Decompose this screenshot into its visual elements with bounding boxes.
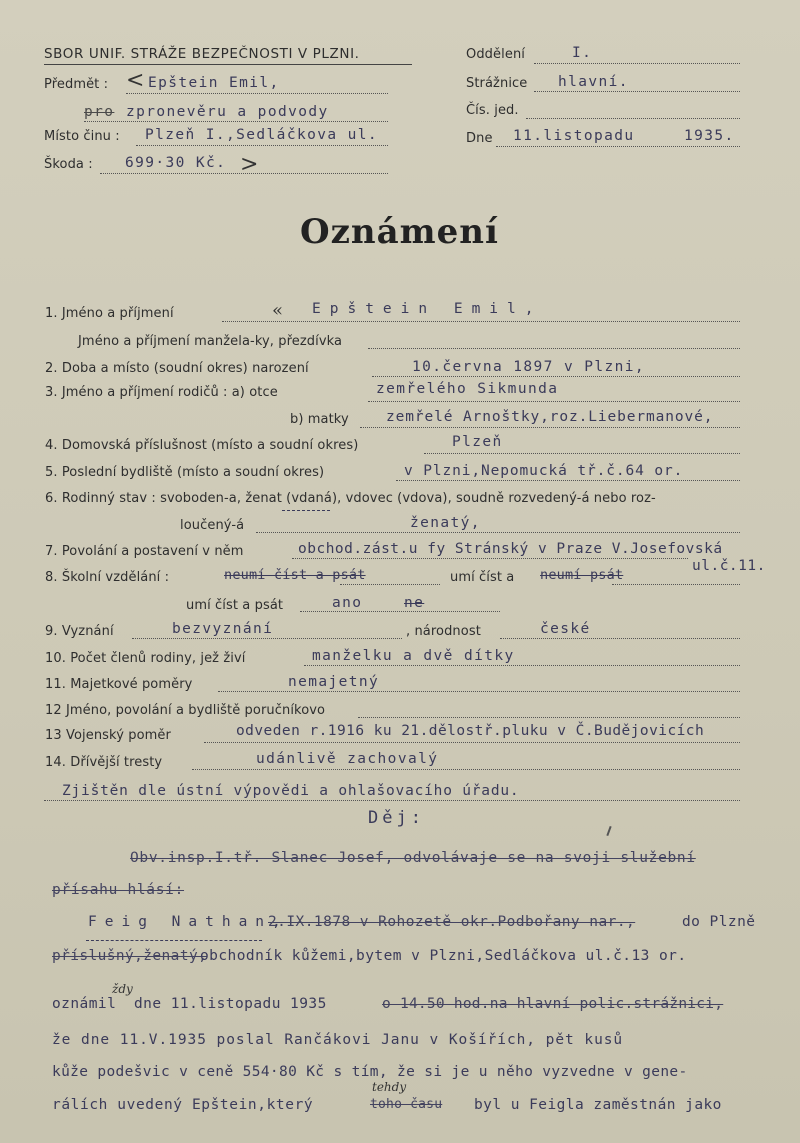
narrative-line-1-struck: Obv.insp.I.tř. Slanec Josef, odvolávaje se na svoji služební <box>130 850 696 866</box>
field-12-label: 12 Jméno, povolání a bydliště poručníkovo <box>45 703 326 718</box>
field-2-value: 10.června 1897 v Plzni, <box>412 359 645 375</box>
field-10-label: 10. Počet členů rodiny, jež živí <box>45 651 246 666</box>
narrative-heading: Děj: <box>368 808 425 828</box>
narrative-line-2-struck: přísahu hlásí: <box>52 882 185 898</box>
field-1b-dotline <box>368 348 740 349</box>
narrative-line-8-rest: byl u Feigla zaměstnán jako <box>474 1097 722 1113</box>
source-dotline <box>44 800 740 801</box>
field-5-value: v Plzni,Nepomucká tř.č.64 or. <box>404 463 684 479</box>
narrative-line-5-mid: dne 11.listopadu 1935 <box>134 996 327 1012</box>
dne-dotline <box>496 146 740 147</box>
field-8-struck-1: neumí číst a psát <box>224 567 366 583</box>
field-1-dotline <box>222 321 740 322</box>
predmet-value: Epštein Emil, <box>148 75 280 91</box>
field-10-dotline <box>304 665 740 666</box>
oddeleni-value: I. <box>572 45 593 61</box>
dne-label: Dne <box>466 131 493 146</box>
narrative-line-7: kůže podešvic v ceně 554·80 Kč s tím, že si je u něho vyzvedne v gene- <box>52 1064 688 1080</box>
narrative-line-5-insert: ždy <box>112 982 133 996</box>
page-title: Oznámení <box>300 212 499 252</box>
agency-name: SBOR UNIF. STRÁŽE BEZPEČNOSTI V PLZNI. <box>44 46 360 62</box>
field-8b-dotline <box>300 611 500 612</box>
field-9-value-2: české <box>540 621 591 637</box>
predmet-dotline <box>126 93 388 94</box>
field-7-dotline <box>292 558 688 559</box>
oddeleni-dotline <box>534 63 740 64</box>
field-8b-value: ano <box>332 595 363 611</box>
dne-year: 1935. <box>684 128 735 144</box>
misto-dotline <box>136 145 388 146</box>
narrative-line-5-struck: o 14.50 hod.na hlavní polic.strážnici, <box>382 996 724 1012</box>
narrative-line-3-rest: do Plzně <box>682 914 756 930</box>
close-bracket-mark: > <box>240 152 259 177</box>
angle-bracket-mark: < <box>126 68 145 93</box>
field-12-dotline <box>358 717 740 718</box>
field-3b-dotline <box>360 427 740 428</box>
field-3b-label: b) matky <box>290 412 349 427</box>
field-9-dotline-a <box>132 638 402 639</box>
field-8b-label: umí číst a psát <box>186 598 284 613</box>
field-4-label: 4. Domovská příslušnost (místo a soudní okres) <box>45 438 359 453</box>
field-14-value: udánlivě zachovalý <box>256 751 439 767</box>
cisjed-label: Čís. jed. <box>466 103 519 118</box>
field-8-struck-2: neumí psát <box>540 567 624 583</box>
dne-value: 11.listopadu <box>513 128 635 144</box>
skoda-label: Škoda : <box>44 157 93 172</box>
field-1-value: Epštein Emil, <box>312 301 543 317</box>
field-6-dotline <box>256 532 740 533</box>
field-9-mid: , národnost <box>406 624 481 639</box>
agency-underline <box>44 64 412 65</box>
field-3-label: 3. Jméno a příjmení rodičů : a) otce <box>45 385 278 400</box>
field-14-dotline <box>192 769 740 770</box>
field-8-mid: umí číst a <box>450 570 515 585</box>
field-8-label: 8. Školní vzdělání : <box>45 570 170 585</box>
field-5-dotline <box>396 480 740 481</box>
field-4-dotline <box>424 453 740 454</box>
field-9-dotline-b <box>500 638 740 639</box>
field-9-value: bezvyznání <box>172 621 274 637</box>
narrative-line-8-start: rálích uvedený Epštein,který <box>52 1097 314 1113</box>
field-7-value: obchod.zást.u fy Stránský v Praze V.Josefovská <box>298 541 723 557</box>
field-11-value: nemajetný <box>288 674 380 690</box>
skoda-dotline <box>100 173 388 174</box>
predmet-offense: zpronevěru a podvody <box>126 104 329 120</box>
double-angle-mark: « <box>272 300 284 321</box>
field-8-dotline-b <box>612 584 740 585</box>
narrative-line-8-struck: toho času <box>370 1097 443 1112</box>
field-14-label: 14. Dřívější tresty <box>45 755 163 770</box>
field-10-value: manželku a dvě dítky <box>312 648 515 664</box>
field-6b-label: loučený-á <box>180 518 245 533</box>
misto-value: Plzeň I.,Sedláčkova ul. <box>145 127 378 143</box>
field-3-dotline <box>368 401 740 402</box>
narrative-line-8-insert: tehdy <box>372 1080 407 1094</box>
field-13-value: odveden r.1916 ku 21.dělostř.pluku v Č.Budějovicích <box>236 723 705 739</box>
field-8b-struck: ne <box>404 595 425 611</box>
field-6-label: 6. Rodinný stav : svoboden-a, ženat (vdaná), vdovec (vdova), soudně rozvedený-á nebo roz- <box>45 491 656 506</box>
field-2-label: 2. Doba a místo (soudní okres) narození <box>45 361 309 376</box>
narrative-line-6: že dne 11.V.1935 poslal Rančákovi Janu v Košířích, pět kusů <box>52 1032 624 1048</box>
narrative-line-4-rest: obchodník kůžemi,bytem v Plzni,Sedláčkova ul.č.13 or. <box>200 948 687 964</box>
pen-mark <box>606 826 611 836</box>
field-3b-value: zemřelé Arnoštky,roz.Liebermanové, <box>386 409 714 425</box>
field-1b-label: Jméno a příjmení manžela-ky, přezdívka <box>78 334 343 349</box>
field-4-value: Plzeň <box>452 434 503 450</box>
field-11-label: 11. Majetkové poměry <box>45 677 193 692</box>
field-13-dotline <box>204 742 740 743</box>
source-line: Zjištěn dle ústní výpovědi a ohlašovacího úřadu. <box>62 783 520 799</box>
field-3-value: zemřelého Sikmunda <box>376 381 559 397</box>
cisjed-dotline <box>526 118 740 119</box>
predmet-label: Předmět : <box>44 77 109 92</box>
narrative-line-3-name: Feig Nathan, <box>88 914 289 930</box>
misto-label: Místo činu : <box>44 129 120 144</box>
field-11-dotline <box>218 691 740 692</box>
field-2-dotline <box>372 376 740 377</box>
predmet-struck: pro <box>84 104 115 120</box>
narrative-line-4-struck: příslušný,ženatý, <box>52 948 208 964</box>
field-1-label: 1. Jméno a příjmení <box>45 306 174 321</box>
predmet2-dotline <box>84 121 388 122</box>
field-13-label: 13 Vojenský poměr <box>45 728 171 743</box>
narrative-line-5-start: oznámil <box>52 996 117 1012</box>
field-9-label: 9. Vyznání <box>45 624 114 639</box>
field-5-label: 5. Poslední bydliště (místo a soudní okres) <box>45 465 325 480</box>
straznice-value: hlavní. <box>558 74 629 90</box>
narrative-line-3-struck: 2.IX.1878 v Rohozetě okr.Podbořany nar., <box>268 914 636 930</box>
skoda-value: 699·30 Kč. <box>125 155 227 171</box>
straznice-dotline <box>534 91 740 92</box>
field-6-value: ženatý, <box>410 515 481 531</box>
field-7-value-cont: ul.č.11. <box>692 558 766 574</box>
oddeleni-label: Oddělení <box>466 47 525 62</box>
field-7-label: 7. Povolání a postavení v něm <box>45 544 244 559</box>
straznice-label: Strážnice <box>466 76 528 91</box>
field-8-dotline-a <box>340 584 440 585</box>
